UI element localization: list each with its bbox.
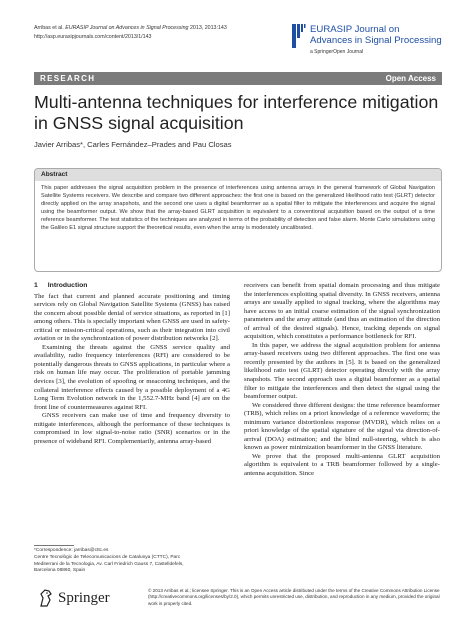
body-paragraph: The fact that current and planned accurate positioning and timing services rely on Global Navigation Satellite Systems (GNSS) has raised the concern about possible denial of service situations, as reported in [1] among others. This is specially important when GNSS are used in safety-critical or mission-critical operations, such as their integration into civil aviation or in the synchronization of power distribution networks [2]. <box>34 292 231 343</box>
right-column <box>244 282 440 479</box>
section-heading <box>34 282 230 291</box>
left-column <box>34 282 230 446</box>
body-paragraph: Examining the threats against the GNSS service quality and availability, radio frequency interferences (RFI) are considered to be potentially dangerous threats to GNSS applications, in particular where a risk on human life may occur. The proliferation of portable jamming devices [3], the evolution of spoofing or meaconing techniques, and the collateral interference effects caused by a possible deployment of a 4G Long Term Evolution network in the 1,552.7-MHz band [4] are on the front line of countermeasures against RFI. <box>34 343 230 411</box>
affiliation-line: Centre Tecnològic de Telecomunicacions de Catalunya (CTTC), Parc <box>34 554 181 560</box>
publisher-name: Springer <box>58 590 110 606</box>
journal-logo-line-1: EURASIP Journal on <box>310 24 400 35</box>
correspondence-email: *Correspondence: jarribas@cttc.es <box>34 548 109 553</box>
abstract-box <box>34 168 442 272</box>
citation-url[interactable]: http://asp.eurasipjournals.com/content/2013/1/143 <box>34 34 152 40</box>
copyright-notice: © 2013 Arribas et al.; licensee Springer. This is an Open Access article distributed under the terms of the Creative Commons Attribution License (http://creativecommons.org/licenses/by/2.0), which permits unrestricted use, distribution, and reproduction in any medium, provided the original work is properly cited. <box>148 588 440 606</box>
body-paragraph: We considered three different designs: the time reference beamformer (TRB), which relies on a priori knowledge of a reference waveform; the minimum variance distortionless response (MVDR), which relies on a priori knowledge of the spatial signature of the signal via direction-of-arrival (DOA) estimation; and the blind null-steering, which is also known as power minimization beamformer in the GNSS literature. <box>244 401 440 452</box>
body-paragraph: We prove that the proposed multi-antenna GLRT acquisition algorithm is equivalent to a TRB beamformer followed by a single-antenna acquisition. Since <box>244 452 440 478</box>
citation-authors: Arribas et al. <box>34 25 64 31</box>
journal-logo <box>292 24 442 60</box>
correspondence-footnote <box>34 548 224 575</box>
citation-volume: 2013, 2013:143 <box>189 25 227 31</box>
article-title: Multi-antenna techniques for interference mitigation in GNSS signal acquisition <box>34 92 439 133</box>
citation-line-1 <box>34 24 227 33</box>
abstract-text: This paper addresses the signal acquisition problem in the presence of interferences using antenna arrays in the general framework of Global Navigation Satellite Systems receivers. We describe and compare two different approaches: the first one is based on the generalized likelihood ratio test (GLRT) detector directly applied on the array snapshots, and the second one uses a digital beamformer as a spatial filter to mitigate the interferences and acquire the signal using the beamformer output. We show that the array-based GLRT acquisition is equivalent to a conventional acquisition based on the output of a time reference beamformer. The test statistics of the techniques are analyzed in terms of the probability of detection and false alarm. Monte Carlo simulations using the Galileo E1 signal structure support the theoretical results, even when the array is moderately uncalibrated. <box>41 185 435 231</box>
footnote-divider <box>34 545 74 546</box>
affiliation-line: Barcelona 08860, Spain <box>34 568 86 574</box>
body-paragraph: GNSS receivers can make use of time and frequency diversity to mitigate interferences, although the performance of these techniques is compromised in low signal-to-noise ratio (SNR) scenarios or in the presence of wideband RFI. Complementarily, antenna array-based <box>34 412 230 445</box>
journal-logo-line-2: Advances in Signal Processing <box>310 35 442 46</box>
affiliation-line: Mediterrani de la Tecnologia, Av. Carl Friedrich Gauss 7, Castelldefels, <box>34 561 184 567</box>
eurasip-logo-icon <box>292 24 306 48</box>
article-type-label: RESEARCH <box>40 74 96 83</box>
citation-header <box>34 24 227 42</box>
body-paragraph: receivers can benefit from spatial domain processing and thus mitigate the interferences exploiting spatial diversity. In GNSS receivers, antenna arrays are usually applied to signal tracking, where the algorithms may have access to an initial coarse estimation of the signal synchronization parameters and the array attitude (and thus an estimation of the direction of arrival of the desired signals). Hence, tracking depends on signal acquisition, which constitutes a performance bottleneck for RFI. <box>244 282 440 341</box>
section-number: 1 <box>34 282 38 289</box>
article-type-banner <box>34 72 442 85</box>
open-access-label: Open Access <box>385 74 436 83</box>
journal-logo-subtitle: a SpringerOpen Journal <box>310 49 364 55</box>
journal-logo-title <box>310 24 442 46</box>
abstract-heading: Abstract <box>35 169 441 181</box>
publisher-logo <box>38 588 138 608</box>
citation-journal: EURASIP Journal on Advances in Signal Processing <box>65 25 189 31</box>
section-title: Introduction <box>47 282 88 289</box>
author-list: Javier Arribas*, Carles Fernández–Prades and Pau Closas <box>34 140 232 149</box>
body-paragraph: In this paper, we address the signal acquisition problem for antenna array-based receivers using two different approaches. The first one was recently presented by the authors in [5]. It is based on the generalized likelihood ratio test (GLRT) detector operating directly with the array snapshots. The second approach uses a digital beamformer as a spatial filter to mitigate the interferences and then detect the signal using the beamformer output. <box>244 341 440 401</box>
springer-horse-icon <box>38 588 54 608</box>
